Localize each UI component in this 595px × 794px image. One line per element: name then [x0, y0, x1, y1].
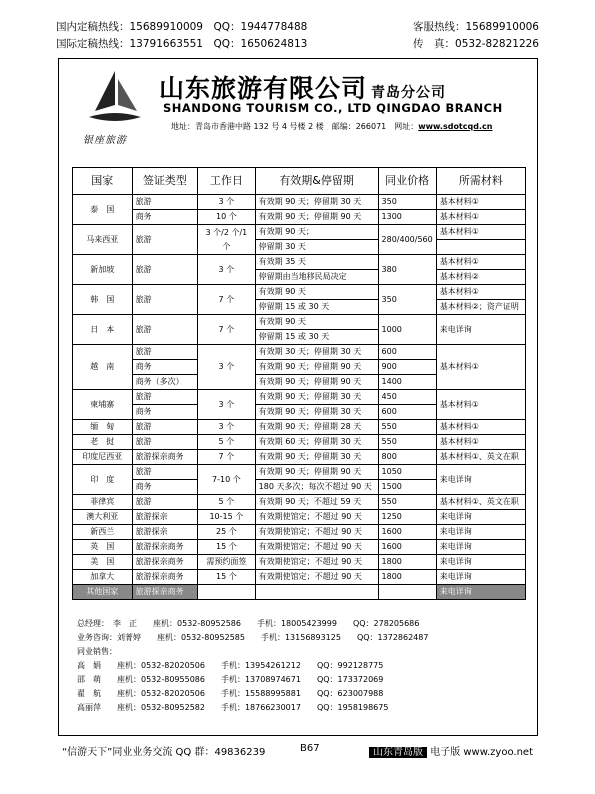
validity-cell: 有效期 90 天；停留期 90 天	[255, 210, 378, 225]
workdays-cell: 7-10 个	[198, 465, 256, 495]
company-name-sub: 青岛分公司	[371, 85, 447, 101]
materials-cell: 基本材料①、英文在职	[436, 450, 525, 465]
validity-cell: 有效期使馆定；不超过 90 天	[255, 510, 378, 525]
validity-cell: 有效期 90 天	[255, 285, 378, 300]
table-row	[73, 225, 526, 240]
table-row	[73, 210, 526, 225]
visa-type-cell: 旅游	[132, 420, 198, 435]
table-row	[73, 450, 526, 465]
company-name-main: 山东旅游有限公司	[159, 74, 368, 103]
validity-cell: 有效期 90 天；	[255, 225, 378, 240]
materials-cell: 来电详询	[436, 540, 525, 555]
table-row	[73, 510, 526, 525]
materials-cell: 基本材料①、英文在职	[436, 495, 525, 510]
validity-cell: 停留期 15 或 30 天	[255, 330, 378, 345]
validity-cell: 停留期由当地移民局决定	[255, 270, 378, 285]
visa-type-cell: 旅游探亲	[132, 525, 198, 540]
price-cell: 600	[378, 345, 436, 360]
price-cell: 350	[378, 195, 436, 210]
edition-badge: 山东青岛版	[369, 747, 427, 758]
validity-cell: 有效期 60 天；停留期 30 天	[255, 435, 378, 450]
country-cell: 缅 甸	[73, 420, 133, 435]
visa-type-cell: 旅游探亲商务	[132, 450, 198, 465]
price-cell: 1800	[378, 570, 436, 585]
price-cell	[378, 585, 436, 600]
materials-cell: 基本材料②；资产证明	[436, 300, 525, 315]
visa-type-cell: 旅游	[132, 465, 198, 480]
visa-price-table	[72, 167, 526, 600]
validity-cell: 有效期使馆定；不超过 90 天	[255, 570, 378, 585]
workdays-cell: 15 个	[198, 540, 256, 555]
workdays-cell: 需预约面签	[198, 555, 256, 570]
materials-cell: 基本材料①	[436, 390, 525, 420]
visa-type-cell: 旅游探亲	[132, 510, 198, 525]
country-cell: 柬埔寨	[73, 390, 133, 420]
country-cell: 英 国	[73, 540, 133, 555]
website-link[interactable]: www.sdotcqd.cn	[418, 122, 493, 131]
country-cell: 其他国家	[73, 585, 133, 600]
materials-cell: 基本材料②	[436, 270, 525, 285]
validity-cell	[255, 585, 378, 600]
contact-line: 高丽萍 座机：0532-80952582 手机：18766230017 QQ：1958198675	[77, 703, 389, 712]
logo-text: 银座旅游	[83, 135, 127, 146]
visa-type-cell: 商务（多次）	[132, 375, 198, 390]
validity-cell: 有效期 90 天；停留期 30 天	[255, 195, 378, 210]
validity-cell: 有效期 90 天；停留期 90 天	[255, 465, 378, 480]
visa-type-cell: 旅游	[132, 435, 198, 450]
price-cell: 1300	[378, 210, 436, 225]
workdays-cell: 5 个	[198, 435, 256, 450]
table-row	[73, 465, 526, 480]
country-cell: 澳大利亚	[73, 510, 133, 525]
visa-type-cell: 商务	[132, 480, 198, 495]
price-cell: 1600	[378, 525, 436, 540]
price-cell: 380	[378, 255, 436, 285]
validity-cell: 180 天多次；每次不超过 90 天	[255, 480, 378, 495]
table-row	[73, 555, 526, 570]
materials-cell: 基本材料①	[436, 345, 525, 390]
materials-cell: 来电详询	[436, 570, 525, 585]
table-header-row	[73, 168, 526, 195]
country-cell: 印 度	[73, 465, 133, 495]
page-number: B67	[300, 743, 320, 754]
header-country: 国家	[73, 168, 133, 195]
price-cell: 550	[378, 435, 436, 450]
visa-type-cell: 旅游	[132, 390, 198, 405]
price-cell: 1600	[378, 540, 436, 555]
validity-cell: 有效期 90 天；停留期 30 天	[255, 405, 378, 420]
country-cell: 泰 国	[73, 195, 133, 225]
price-cell: 350	[378, 285, 436, 315]
table-row	[73, 195, 526, 210]
contact-line: 邵 萌 座机：0532-80955086 手机：13708974671 QQ：173372069	[77, 675, 384, 684]
materials-cell: 来电详询	[436, 525, 525, 540]
price-cell: 1400	[378, 375, 436, 390]
country-cell: 美 国	[73, 555, 133, 570]
validity-cell: 有效期 30 天；停留期 30 天	[255, 345, 378, 360]
materials-cell	[436, 240, 525, 255]
workdays-cell: 15 个	[198, 570, 256, 585]
materials-cell: 来电详询	[436, 585, 525, 600]
footer-right	[369, 743, 533, 758]
fax-number: 传 真：0532-82821226	[413, 38, 539, 50]
address-text: 地址：青岛市香港中路 132 号 4 号楼 2 楼 邮编：266071 网址：	[171, 122, 419, 131]
page-footer	[62, 743, 533, 758]
price-cell: 1500	[378, 480, 436, 495]
workdays-cell: 10 个	[198, 210, 256, 225]
contact-line: 业务咨询：刘菁婷 座机：0532-80952585 手机：13156893125 QQ：1372862487	[77, 633, 429, 642]
validity-cell: 有效期 90 天；停留期 30 天	[255, 390, 378, 405]
validity-cell: 有效期 90 天；停留期 90 天	[255, 360, 378, 375]
country-cell: 新西兰	[73, 525, 133, 540]
workdays-cell: 5 个	[198, 495, 256, 510]
visa-type-cell: 旅游探亲商务	[132, 570, 198, 585]
materials-cell: 基本材料①	[436, 285, 525, 300]
visa-type-cell: 旅游	[132, 225, 198, 255]
table-row	[73, 525, 526, 540]
intl-hotline: 国际定稿热线：13791663551 QQ：1650624813	[56, 38, 308, 50]
table-row	[73, 255, 526, 270]
table-row	[73, 585, 526, 600]
country-cell: 日 本	[73, 315, 133, 345]
ad-frame	[58, 58, 538, 736]
visa-type-cell: 旅游	[132, 255, 198, 285]
header-visa-type: 签证类型	[132, 168, 198, 195]
visa-type-cell: 旅游	[132, 345, 198, 360]
country-cell: 加拿大	[73, 570, 133, 585]
footer-website[interactable]: 电子版 www.zyoo.net	[430, 747, 533, 758]
header-validity: 有效期&停留期	[255, 168, 378, 195]
company-name-en: SHANDONG TOURISM CO., LTD QINGDAO BRANCH	[163, 101, 503, 115]
company-name-cn	[159, 69, 446, 105]
materials-cell: 来电详询	[436, 510, 525, 525]
workdays-cell: 10-15 个	[198, 510, 256, 525]
validity-cell: 有效期使馆定；不超过 90 天	[255, 525, 378, 540]
country-cell: 韩 国	[73, 285, 133, 315]
price-cell: 1050	[378, 465, 436, 480]
contact-line: 高 娟 座机：0532-82020506 手机：13954261212 QQ：992128775	[77, 661, 384, 670]
visa-type-cell: 旅游	[132, 285, 198, 315]
workdays-cell: 7 个	[198, 285, 256, 315]
visa-type-cell: 旅游	[132, 495, 198, 510]
materials-cell: 基本材料①	[436, 210, 525, 225]
header-price: 同业价格	[378, 168, 436, 195]
visa-type-cell: 商务	[132, 405, 198, 420]
contact-line: 翟 航 座机：0532-82020506 手机：15588995881 QQ：623007988	[77, 689, 384, 698]
materials-cell: 来电详询	[436, 555, 525, 570]
price-cell: 600	[378, 405, 436, 420]
country-cell: 印度尼西亚	[73, 450, 133, 465]
visa-type-cell: 商务	[132, 360, 198, 375]
price-cell: 1800	[378, 555, 436, 570]
table-row	[73, 345, 526, 360]
country-cell: 菲律宾	[73, 495, 133, 510]
workdays-cell: 7 个	[198, 315, 256, 345]
workdays-cell	[198, 585, 256, 600]
price-cell: 1250	[378, 510, 436, 525]
table-body	[73, 195, 526, 600]
workdays-cell: 3 个	[198, 345, 256, 390]
visa-type-cell: 旅游	[132, 315, 198, 345]
table-row	[73, 495, 526, 510]
table-row	[73, 315, 526, 330]
workdays-cell: 3 个	[198, 420, 256, 435]
workdays-cell: 3 个	[198, 195, 256, 210]
validity-cell: 有效期 90 天	[255, 315, 378, 330]
workdays-cell: 3 个	[198, 390, 256, 420]
price-cell: 1000	[378, 315, 436, 345]
table-row	[73, 420, 526, 435]
workdays-cell: 3 个/2 个/1 个	[198, 225, 256, 255]
header-workdays: 工作日	[198, 168, 256, 195]
visa-type-cell: 旅游	[132, 195, 198, 210]
price-cell: 550	[378, 420, 436, 435]
materials-cell: 基本材料①	[436, 225, 525, 240]
materials-cell: 基本材料①	[436, 435, 525, 450]
validity-cell: 有效期 90 天；停留期 28 天	[255, 420, 378, 435]
visa-type-cell: 旅游探亲商务	[132, 585, 198, 600]
validity-cell: 有效期 90 天；停留期 90 天	[255, 375, 378, 390]
domestic-hotline: 国内定稿热线：15689910009 QQ：1944778488	[56, 21, 308, 33]
country-cell: 新加坡	[73, 255, 133, 285]
validity-cell: 有效期 90 天；停留期 30 天	[255, 450, 378, 465]
company-address	[171, 121, 492, 132]
validity-cell: 有效期使馆定；不超过 90 天	[255, 555, 378, 570]
table-row	[73, 540, 526, 555]
visa-type-cell: 旅游探亲商务	[132, 555, 198, 570]
workdays-cell: 7 个	[198, 450, 256, 465]
country-cell: 越 南	[73, 345, 133, 390]
contact-line: 同业销售：	[77, 647, 117, 656]
footer-qq-group: “信游天下”同业业务交流 QQ 群：49836239	[62, 747, 266, 758]
price-cell: 800	[378, 450, 436, 465]
country-cell: 马来西亚	[73, 225, 133, 255]
service-hotline: 客服热线：15689910006	[413, 21, 539, 33]
country-cell: 老 挝	[73, 435, 133, 450]
price-cell: 280/400/560	[378, 225, 436, 255]
validity-cell: 有效期使馆定；不超过 90 天	[255, 540, 378, 555]
price-cell: 450	[378, 390, 436, 405]
sail-logo-icon	[85, 69, 145, 129]
contact-list	[77, 617, 428, 715]
visa-type-cell: 旅游探亲商务	[132, 540, 198, 555]
table-row	[73, 570, 526, 585]
table-row	[73, 390, 526, 405]
header-materials: 所需材料	[436, 168, 525, 195]
workdays-cell: 3 个	[198, 255, 256, 285]
company-header	[59, 59, 537, 159]
validity-cell: 停留期 15 或 30 天	[255, 300, 378, 315]
contact-line: 总经理： 李 正 座机：0532-80952586 手机：18005423999 QQ：278205686	[77, 619, 420, 628]
validity-cell: 停留期 30 天	[255, 240, 378, 255]
materials-cell: 基本材料①	[436, 195, 525, 210]
workdays-cell: 25 个	[198, 525, 256, 540]
price-cell: 900	[378, 360, 436, 375]
materials-cell: 来电详询	[436, 315, 525, 345]
validity-cell: 有效期 90 天；不超过 59 天	[255, 495, 378, 510]
materials-cell: 基本材料①	[436, 420, 525, 435]
materials-cell: 基本材料①	[436, 255, 525, 270]
visa-type-cell: 商务	[132, 210, 198, 225]
table-row	[73, 285, 526, 300]
materials-cell: 来电详询	[436, 465, 525, 495]
validity-cell: 有效期 35 天	[255, 255, 378, 270]
table-row	[73, 435, 526, 450]
price-cell: 550	[378, 495, 436, 510]
